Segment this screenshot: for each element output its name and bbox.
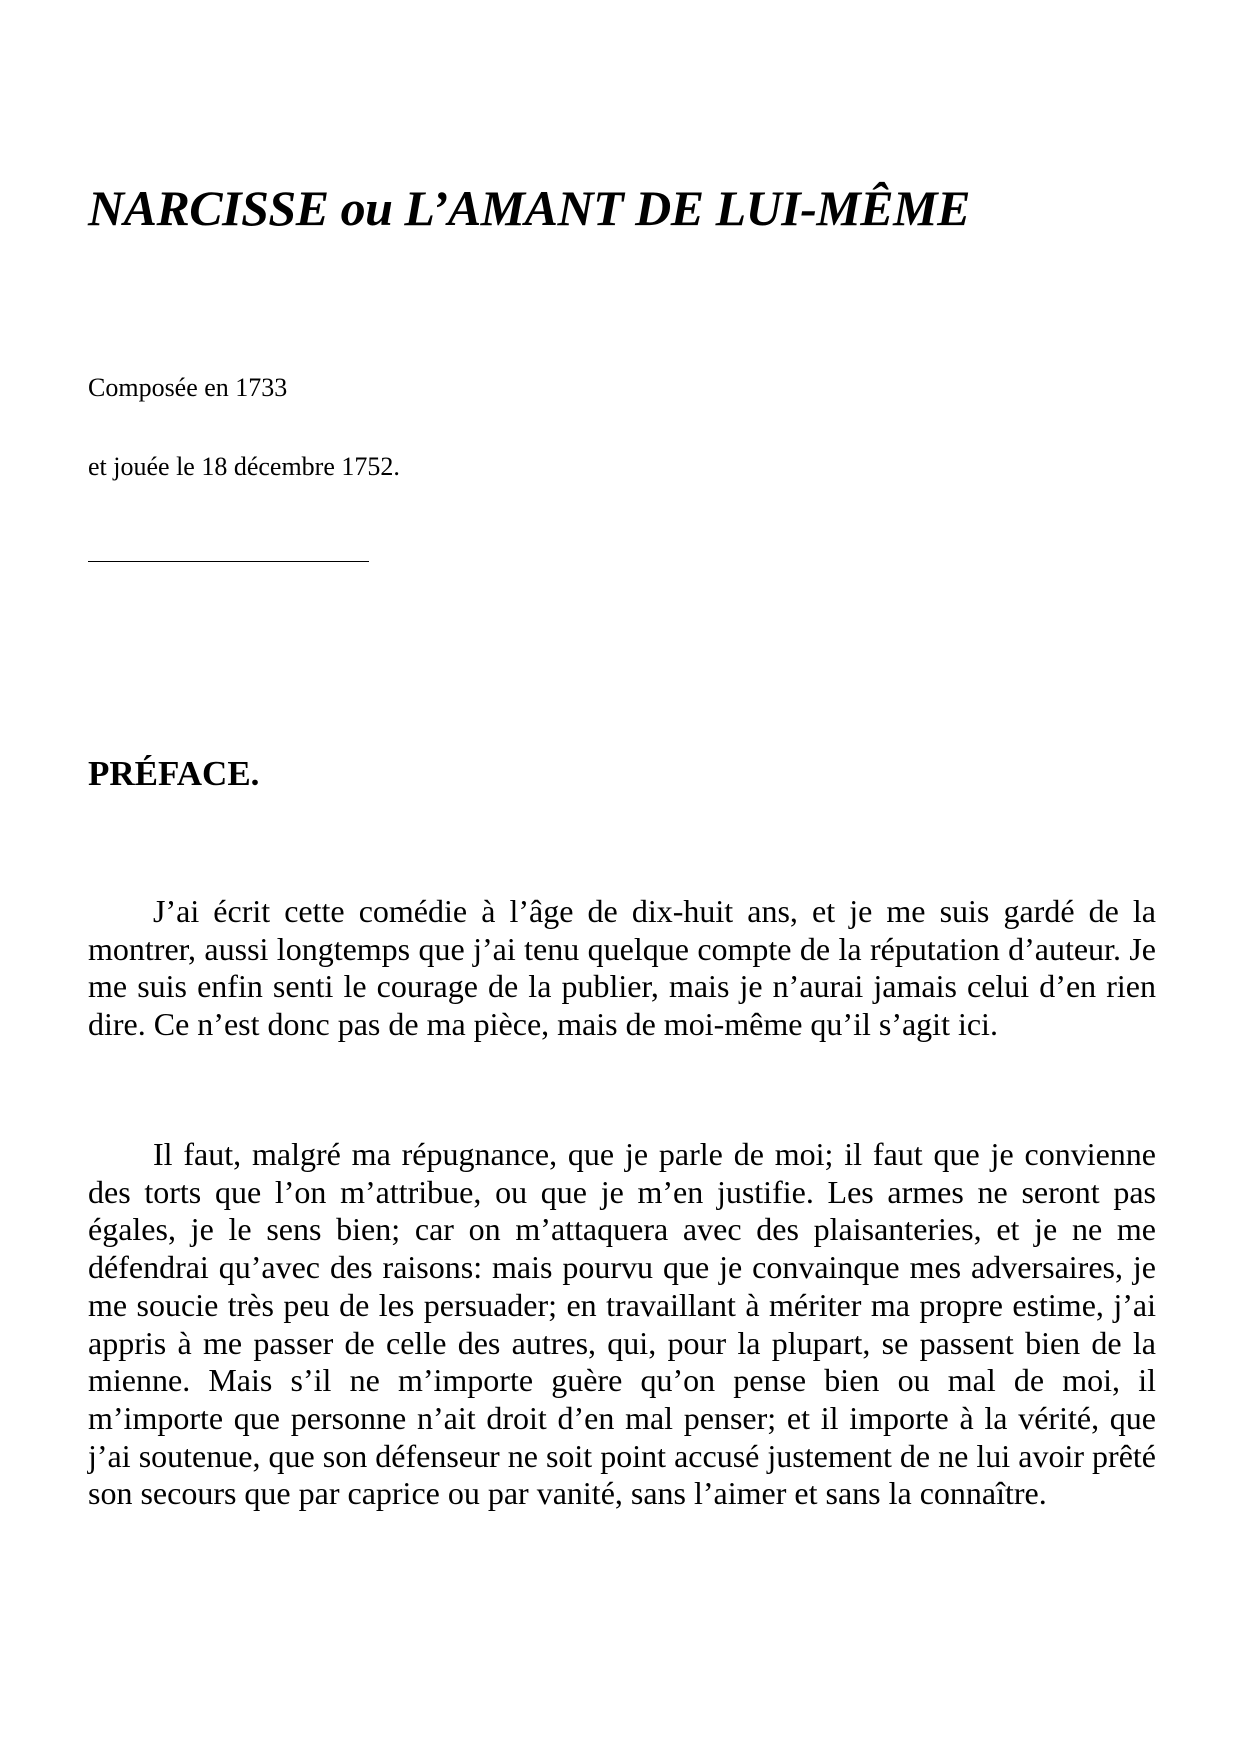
preface-heading: PRÉFACE. bbox=[88, 754, 260, 793]
preface-paragraph-1: J’ai écrit cette comédie à l’âge de dix-huit ans, et je me suis gardé de la montrer, aussi longtemps que j’ai tenu quelque compte de la réputation d’auteur. Je me suis enfin senti le courage de la publier, mais je n’aurai jamais celui d’en rien dire. Ce n’est donc pas de ma pièce, mais de moi-même qu’il s’agit ici. bbox=[88, 893, 1156, 1043]
play-title: NARCISSE ou L’AMANT DE LUI-MÊME bbox=[88, 180, 970, 236]
performance-date-note: et jouée le 18 décembre 1752. bbox=[88, 452, 400, 481]
preface-paragraph-2: Il faut, malgré ma répugnance, que je parle de moi; il faut que je convienne des torts que l’on m’attribue, ou que je m’en justifie. Les armes ne seront pas égales, je le sens bien; car on m’attaquera avec des plaisanteries, et je ne me défendrai qu’avec des raisons: mais pourvu que je convainque mes adversaires, je me soucie très peu de les persuader; en travaillant à mériter ma propre estime, j’ai appris à me passer de celle des autres, qui, pour la plupart, se passent bien de la mienne. Mais s’il ne m’importe guère qu’on pense bien ou mal de moi, il m’importe que personne n’ait droit d’en mal penser; et il importe à la vérité, que j’ai soutenue, que son défenseur ne soit point accusé justement de ne lui avoir prêté son secours que par caprice ou par vanité, sans l’aimer et sans la connaître. bbox=[88, 1136, 1156, 1512]
composition-date-note: Composée en 1733 bbox=[88, 373, 288, 402]
document-page bbox=[88, 0, 1156, 1755]
section-divider bbox=[88, 561, 369, 562]
